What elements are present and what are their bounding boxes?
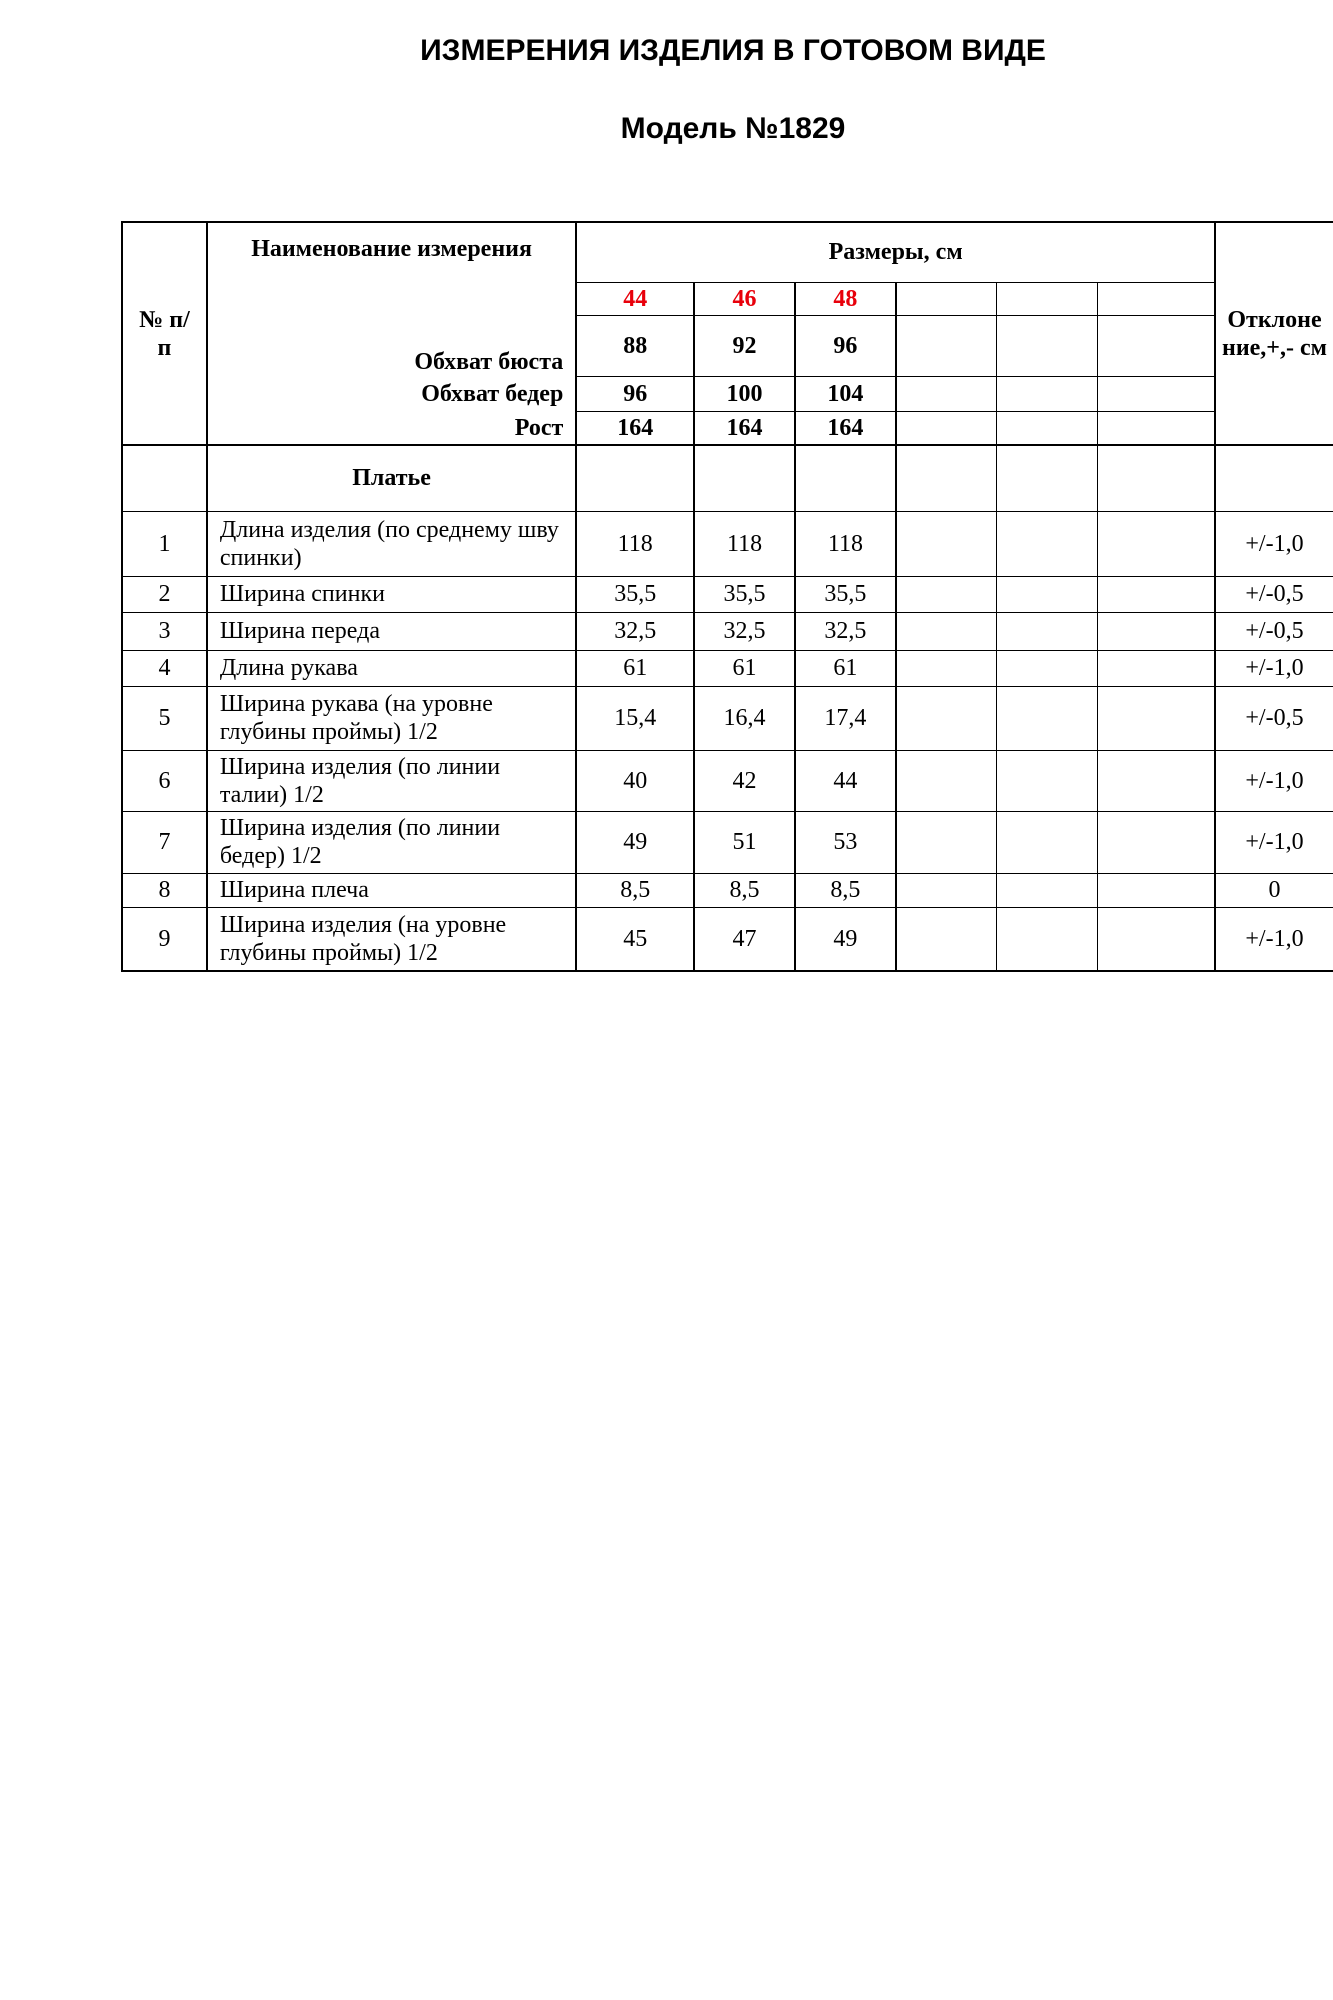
size-46: 46 — [694, 282, 795, 315]
empty-cell — [1097, 750, 1215, 811]
row-deviation: 0 — [1215, 873, 1333, 907]
row-name: Ширина изделия (по линии бедер) 1/2 — [207, 811, 576, 873]
empty-cell — [694, 445, 795, 511]
empty-cell — [1097, 445, 1215, 511]
param-value: 104 — [795, 376, 896, 411]
empty-cell — [896, 873, 997, 907]
row-name: Ширина плеча — [207, 873, 576, 907]
row-deviation: +/-1,0 — [1215, 511, 1333, 576]
empty-cell — [1097, 612, 1215, 650]
row-value: 42 — [694, 750, 795, 811]
empty-cell — [997, 445, 1098, 511]
row-value: 16,4 — [694, 686, 795, 750]
empty-cell — [122, 445, 207, 511]
empty-cell — [997, 282, 1098, 315]
param-value: 88 — [576, 315, 694, 376]
row-value: 32,5 — [694, 612, 795, 650]
row-num: 9 — [122, 907, 207, 971]
row-value: 118 — [694, 511, 795, 576]
row-name: Ширина спинки — [207, 576, 576, 612]
row-value: 8,5 — [694, 873, 795, 907]
row-num: 2 — [122, 576, 207, 612]
row-value: 49 — [576, 811, 694, 873]
row-value: 51 — [694, 811, 795, 873]
param-value: 164 — [694, 411, 795, 445]
empty-cell — [896, 315, 997, 376]
row-deviation: +/-1,0 — [1215, 907, 1333, 971]
row-num: 1 — [122, 511, 207, 576]
param-value: 164 — [576, 411, 694, 445]
row-num: 4 — [122, 650, 207, 686]
row-name: Ширина переда — [207, 612, 576, 650]
table-row — [122, 811, 1333, 873]
row-value: 61 — [795, 650, 896, 686]
row-value: 35,5 — [795, 576, 896, 612]
empty-cell — [1097, 907, 1215, 971]
row-value: 118 — [795, 511, 896, 576]
row-deviation: +/-0,5 — [1215, 686, 1333, 750]
empty-cell — [1097, 376, 1215, 411]
empty-cell — [997, 811, 1098, 873]
empty-cell — [896, 612, 997, 650]
table-row — [122, 576, 1333, 612]
row-name: Ширина изделия (по линии талии) 1/2 — [207, 750, 576, 811]
empty-cell — [896, 445, 997, 511]
empty-cell — [896, 576, 997, 612]
empty-cell — [1097, 873, 1215, 907]
section-label: Платье — [207, 445, 576, 511]
empty-cell — [997, 612, 1098, 650]
row-value: 40 — [576, 750, 694, 811]
empty-cell — [896, 650, 997, 686]
measurements-table — [121, 221, 1333, 972]
row-num: 7 — [122, 811, 207, 873]
row-value: 53 — [795, 811, 896, 873]
empty-cell — [896, 750, 997, 811]
empty-cell — [896, 686, 997, 750]
size-48: 48 — [795, 282, 896, 315]
row-value: 8,5 — [795, 873, 896, 907]
table-row — [122, 511, 1333, 576]
param-value: 164 — [795, 411, 896, 445]
empty-cell — [795, 445, 896, 511]
empty-cell — [1097, 686, 1215, 750]
deviation-header: Отклоне ние,+,- см — [1215, 222, 1333, 445]
row-deviation: +/-1,0 — [1215, 650, 1333, 686]
row-num: 6 — [122, 750, 207, 811]
row-value: 61 — [576, 650, 694, 686]
table-row — [122, 873, 1333, 907]
row-value: 49 — [795, 907, 896, 971]
empty-cell — [896, 411, 997, 445]
empty-cell — [1097, 282, 1215, 315]
row-num: 3 — [122, 612, 207, 650]
row-value: 45 — [576, 907, 694, 971]
row-value: 32,5 — [576, 612, 694, 650]
param-label: Обхват бюста — [207, 315, 576, 376]
row-value: 35,5 — [694, 576, 795, 612]
param-value: 96 — [795, 315, 896, 376]
table-row — [122, 612, 1333, 650]
row-name: Ширина изделия (на уровне глубины проймы) 1/2 — [207, 907, 576, 971]
empty-cell — [896, 511, 997, 576]
empty-cell — [997, 411, 1098, 445]
row-name: Длина изделия (по среднему шву спинки) — [207, 511, 576, 576]
row-num: 8 — [122, 873, 207, 907]
empty-cell — [997, 650, 1098, 686]
empty-cell — [997, 376, 1098, 411]
row-value: 15,4 — [576, 686, 694, 750]
table-row — [122, 750, 1333, 811]
empty-cell — [1097, 811, 1215, 873]
empty-cell — [997, 907, 1098, 971]
row-num: 5 — [122, 686, 207, 750]
model-title: Модель №1829 — [620, 112, 846, 145]
empty-cell — [997, 511, 1098, 576]
empty-cell — [896, 811, 997, 873]
param-label: Обхват бедер — [207, 376, 576, 411]
row-value: 118 — [576, 511, 694, 576]
table-row — [122, 907, 1333, 971]
table-row — [122, 686, 1333, 750]
empty-cell — [997, 750, 1098, 811]
row-deviation: +/-1,0 — [1215, 811, 1333, 873]
empty-cell — [896, 282, 997, 315]
row-value: 35,5 — [576, 576, 694, 612]
empty-cell — [997, 873, 1098, 907]
empty-cell — [1097, 576, 1215, 612]
row-value: 8,5 — [576, 873, 694, 907]
row-value: 44 — [795, 750, 896, 811]
empty-cell — [1097, 511, 1215, 576]
name-header: Наименование измерения — [207, 222, 576, 315]
row-name: Длина рукава — [207, 650, 576, 686]
row-deviation: +/-0,5 — [1215, 612, 1333, 650]
empty-cell — [896, 907, 997, 971]
empty-cell — [997, 686, 1098, 750]
row-value: 47 — [694, 907, 795, 971]
table-row — [122, 650, 1333, 686]
param-value: 96 — [576, 376, 694, 411]
param-label: Рост — [207, 411, 576, 445]
empty-cell — [576, 445, 694, 511]
row-name: Ширина рукава (на уровне глубины проймы) 1/2 — [207, 686, 576, 750]
empty-cell — [1097, 650, 1215, 686]
size-44: 44 — [576, 282, 694, 315]
row-value: 61 — [694, 650, 795, 686]
param-value: 100 — [694, 376, 795, 411]
sizes-header: Размеры, см — [576, 222, 1215, 282]
empty-cell — [1097, 315, 1215, 376]
param-value: 92 — [694, 315, 795, 376]
row-deviation: +/-1,0 — [1215, 750, 1333, 811]
num-header: № п/п — [122, 222, 207, 445]
empty-cell — [997, 576, 1098, 612]
empty-cell — [1215, 445, 1333, 511]
row-value: 32,5 — [795, 612, 896, 650]
empty-cell — [997, 315, 1098, 376]
empty-cell — [1097, 411, 1215, 445]
row-deviation: +/-0,5 — [1215, 576, 1333, 612]
page-title: ИЗМЕРЕНИЯ ИЗДЕЛИЯ В ГОТОВОМ ВИДЕ — [420, 34, 1046, 67]
row-value: 17,4 — [795, 686, 896, 750]
empty-cell — [896, 376, 997, 411]
